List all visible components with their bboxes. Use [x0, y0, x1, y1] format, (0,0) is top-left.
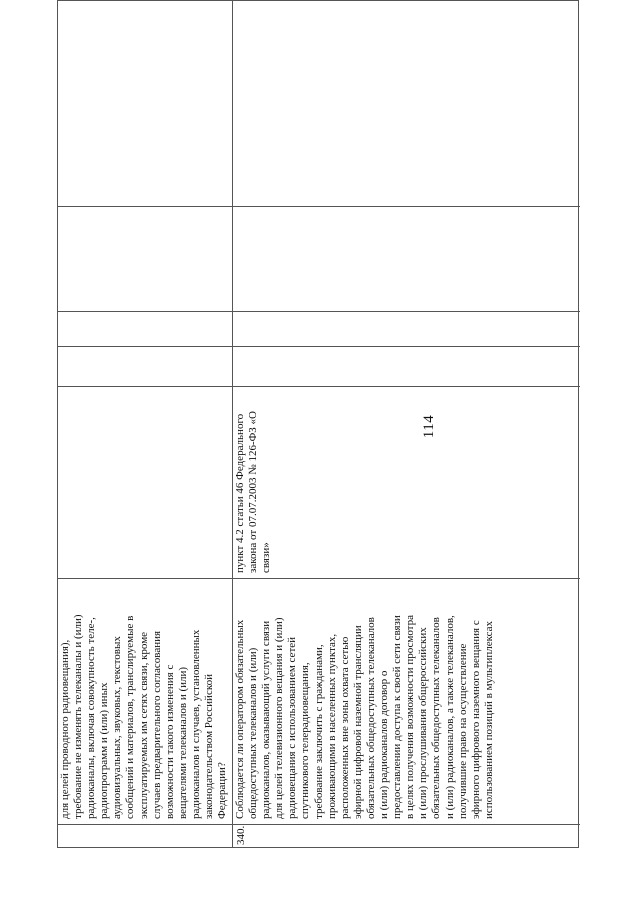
question-line: и (или) прослушивания общероссийских	[417, 627, 430, 819]
question-line: предоставлении доступа к своей сети связи	[391, 615, 404, 819]
answer-no-cell	[58, 311, 232, 346]
question-line: Соблюдается ли оператором обязательных	[234, 619, 246, 819]
notes-cell	[58, 1, 232, 206]
legal-act-cell: пункт 4.2 статьи 46 Федерального закона от 07.07.2003 № 126-ФЗ «О связи»	[233, 386, 580, 578]
question-line: требование заключить с гражданами,	[312, 644, 325, 819]
question-line: для целей телевизионного вещания и (или)	[273, 617, 286, 819]
question-line: случаев предварительного согласования	[150, 630, 163, 819]
question-line: возможности такого изменения с	[163, 664, 176, 819]
question-line: использованием позиций в мультиплексах	[482, 620, 495, 819]
row-number-cell: 340.	[233, 824, 580, 847]
question-cell	[233, 578, 580, 824]
question-line: вещателями телеканалов и (или)	[176, 666, 189, 819]
question-line: для целей проводного радиовещания),	[59, 639, 71, 819]
answer-yes-cell	[233, 346, 580, 386]
inspection-table	[57, 0, 579, 848]
question-line: обязательных общедоступных телеканалов	[430, 617, 443, 819]
question-line: аудиовизуальных, звуковых, текстовых	[111, 636, 124, 819]
question-line: и (или) радиоканалов договор о	[378, 670, 391, 819]
question-line: эфирной цифровой наземной трансляции	[351, 625, 364, 819]
question-line: Федерации?	[216, 762, 229, 819]
question-line: сообщений и материалов, транслируемые в	[124, 615, 137, 819]
page-number: 114	[421, 414, 438, 439]
answer-na-cell	[58, 206, 232, 311]
question-line: проживающими в населенных пунктах,	[325, 633, 338, 819]
table-row	[233, 1, 580, 847]
question-line: законодательством Российской	[203, 674, 216, 819]
question-line: получившие право на осуществление	[456, 643, 469, 819]
question-line: расположенных вне зоны охвата сетью	[338, 636, 351, 819]
question-line: радиоканалы, включая совокупность теле-,	[85, 617, 98, 819]
question-line: эфирного цифрового наземного вещания с	[469, 620, 482, 819]
question-line: спутникового телерадиовещания,	[299, 662, 312, 819]
row-number-cell	[58, 824, 232, 847]
answer-na-cell	[233, 206, 580, 311]
question-line: радиоканалов, оказывающий услуги связи	[260, 620, 273, 819]
question-cell	[58, 578, 232, 824]
question-line: общедоступных телеканалов и (или)	[247, 647, 260, 819]
legal-act-cell	[58, 386, 232, 578]
question-line: радиовещания с использованием сетей	[286, 636, 299, 819]
notes-cell	[233, 1, 580, 206]
table-row	[58, 1, 233, 847]
question-line: радиоканалов и случаев, установленных	[189, 629, 202, 819]
question-line: требование не изменять телеканалы и (или)	[72, 614, 85, 819]
question-line: эксплуатируемых им сетях связи, кроме	[137, 631, 150, 819]
answer-no-cell	[233, 311, 580, 346]
question-line: и (или) радиоканалов, а также телеканалов,	[443, 615, 456, 819]
question-line: обязательных общедоступных телеканалов	[364, 617, 377, 819]
question-line: радиопрограмм и (или) иных	[98, 682, 111, 819]
question-line: в целях получения возможности просмотра	[404, 614, 417, 819]
answer-yes-cell	[58, 346, 232, 386]
